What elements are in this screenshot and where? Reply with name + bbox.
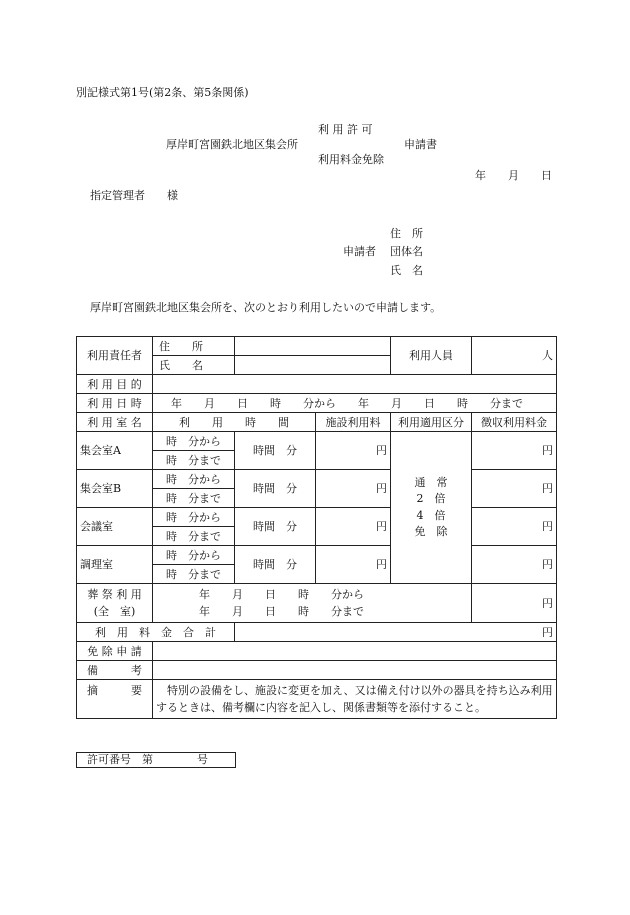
duration[interactable]: 時間 分 [235,432,316,470]
category-quadruple[interactable]: 4 倍 [416,508,446,522]
room-name: 集会室B [77,470,153,508]
application-table [76,336,557,719]
time-from[interactable]: 時 分から [153,508,235,527]
option-use-permit: 利 用 許 可 [318,123,373,136]
room-row [77,470,557,489]
application-word: 申請書 [404,138,437,151]
addressee: 指定管理者 様 [90,189,178,202]
total-row [77,623,557,642]
facility-fee[interactable]: 円 [316,508,391,546]
summary-text: 特別の設備をし、施設に変更を加え、又は備え付け以外の器具を持ち込み利用するときは、備考欄に内容を記入し、関係書類等を添付すること。 [153,680,557,719]
summary-label: 摘 要 [77,680,153,719]
responsible-address-field[interactable] [235,337,391,356]
applicant-group-label: 団体名 [390,245,423,258]
funeral-fee[interactable]: 円 [472,584,557,623]
exemption-row [77,642,557,661]
facility-fee[interactable]: 円 [316,470,391,508]
room-row [77,508,557,527]
time-from[interactable]: 時 分から [153,546,235,565]
remarks-row [77,661,557,680]
users-label: 利用人員 [391,337,472,375]
responsible-row-1 [77,337,557,356]
users-unit: 人 [542,349,553,362]
category-normal[interactable]: 通 常 [414,475,448,489]
category-double[interactable]: 2 倍 [416,492,446,505]
applicant-name-label: 氏 名 [390,264,423,277]
category-exempt[interactable]: 免 除 [414,525,448,538]
time-from[interactable]: 時 分から [153,470,235,489]
responsible-name-label: 氏 名 [153,356,235,375]
funeral-from[interactable]: 年 月 日 時 分から [199,588,364,601]
room-row [77,546,557,565]
duration[interactable]: 時間 分 [235,546,316,584]
datetime-field[interactable]: 年 月 日 時 分から 年 月 日 時 分まで [153,394,557,413]
col-room: 利 用 室 名 [77,413,153,432]
applicant-address-label: 住 所 [390,227,423,240]
column-header-row [77,413,557,432]
applicant-label: 申請者 [343,245,376,258]
purpose-field[interactable] [153,375,557,394]
collected-fee[interactable]: 円 [472,508,557,546]
intro-text: 厚岸町宮園鉄北地区集会所を、次のとおり利用したいので申請します。 [90,301,442,314]
room-row [77,432,557,451]
summary-row [77,680,557,719]
responsible-label: 利用責任者 [77,337,153,375]
purpose-label: 利 用 目 的 [77,375,153,394]
purpose-row [77,375,557,394]
exemption-field[interactable] [153,642,557,661]
facility-fee[interactable]: 円 [316,546,391,584]
col-category: 利用適用区分 [391,413,472,432]
col-time: 利 用 時 間 [153,413,316,432]
time-to[interactable]: 時 分まで [153,565,235,584]
funeral-label [77,584,153,623]
total-label: 利 用 料 金 合 計 [77,623,235,642]
collected-fee[interactable]: 円 [472,432,557,470]
funeral-label-sub: (全 室) [93,605,136,619]
time-to[interactable]: 時 分まで [153,489,235,508]
option-fee-exemption: 利用料金免除 [318,153,384,166]
facility-fee[interactable]: 円 [316,432,391,470]
room-name: 集会室A [77,432,153,470]
responsible-name-field[interactable] [235,356,391,375]
date-line: 年 月 日 [475,169,552,182]
permit-number-box[interactable]: 許可番号 第 号 [76,752,236,768]
duration[interactable]: 時間 分 [235,508,316,546]
remarks-field[interactable] [153,661,557,680]
col-collected: 徴収利用料金 [472,413,557,432]
remarks-label: 備 考 [77,661,153,680]
room-name: 会議室 [77,508,153,546]
time-to[interactable]: 時 分まで [153,451,235,470]
form-number: 別記様式第1号(第2条、第5条関係) [76,86,249,99]
collected-fee[interactable]: 円 [472,470,557,508]
funeral-datetime[interactable] [153,584,472,623]
users-field[interactable] [472,337,557,375]
category-options[interactable] [391,432,472,584]
responsible-address-label: 住 所 [153,337,235,356]
datetime-label: 利 用 日 時 [77,394,153,413]
datetime-row [77,394,557,413]
col-fee: 施設利用料 [316,413,391,432]
exemption-label: 免 除 申 請 [77,642,153,661]
collected-fee[interactable]: 円 [472,546,557,584]
facility-name: 厚岸町宮園鉄北地区集会所 [166,138,298,151]
duration[interactable]: 時間 分 [235,470,316,508]
funeral-row [77,584,557,623]
room-name: 調理室 [77,546,153,584]
time-to[interactable]: 時 分まで [153,527,235,546]
funeral-label-main: 葬 祭 利 用 [87,588,142,601]
total-field[interactable]: 円 [235,623,557,642]
time-from[interactable]: 時 分から [153,432,235,451]
funeral-to[interactable]: 年 月 日 時 分まで [199,605,364,619]
